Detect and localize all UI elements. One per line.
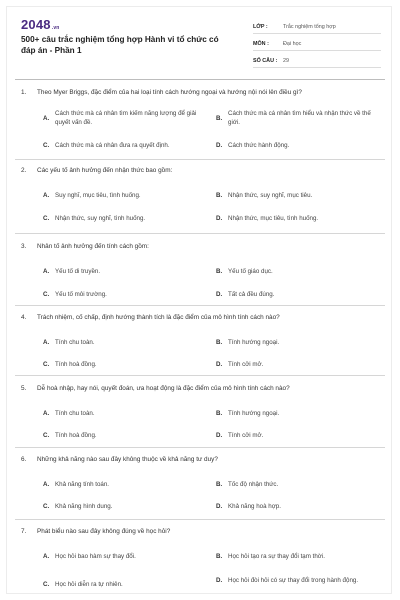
option-b[interactable] [216, 267, 381, 276]
option-letter: D. [216, 503, 223, 510]
question-number: 4. [21, 314, 27, 321]
option-letter: C. [43, 361, 50, 368]
option-letter: D. [216, 215, 223, 222]
option-text: Tính hoà đồng. [55, 361, 97, 368]
option-d[interactable] [216, 576, 381, 585]
option-letter: D. [216, 432, 223, 439]
option-a[interactable] [43, 109, 213, 127]
question-number: 6. [21, 456, 27, 463]
meta-key: MÔN : [253, 41, 269, 47]
question-text: Các yếu tố ảnh hưởng đến nhận thức bao gồm: [37, 167, 173, 174]
option-b[interactable] [216, 552, 381, 561]
option-letter: A. [43, 114, 50, 122]
option-text: Khả năng hoà hợp. [228, 503, 281, 510]
question-text: Trách nhiệm, cố chấp, định hướng thành tích là đặc điểm của mô hình tính cách nào? [37, 314, 280, 321]
question-text: Những khả năng nào sau đây không thuộc về khả năng tư duy? [37, 456, 218, 463]
option-text: Học hỏi diễn ra tự nhiên. [55, 581, 123, 588]
option-letter: C. [43, 503, 50, 510]
question-number: 3. [21, 243, 27, 250]
meta-value: Trắc nghiệm tổng hợp [283, 24, 336, 30]
option-text: Yếu tố môi trường. [55, 291, 107, 298]
option-b[interactable] [216, 480, 381, 489]
question-divider [15, 233, 385, 234]
option-a[interactable] [43, 480, 213, 489]
option-text: Học hỏi đòi hỏi có sự thay đổi trong hành động. [228, 577, 359, 584]
option-a[interactable] [43, 267, 213, 276]
option-text: Tính chu toàn. [55, 339, 95, 346]
logo-text: 2048 [21, 17, 51, 32]
option-a[interactable] [43, 191, 213, 200]
option-c[interactable] [43, 141, 213, 150]
question-divider [15, 159, 385, 160]
question-divider [15, 519, 385, 520]
option-c[interactable] [43, 431, 213, 440]
option-letter: A. [43, 192, 50, 199]
option-c[interactable] [43, 502, 213, 511]
site-logo[interactable] [21, 17, 60, 32]
question-stem [21, 167, 172, 174]
option-text: Tính hướng ngoại. [228, 410, 280, 417]
option-letter: D. [216, 577, 223, 584]
option-letter: D. [216, 142, 223, 149]
option-text: Cách thức mà cá nhân tìm kiếm năng lượng để giải quyết vấn đề. [55, 110, 197, 126]
option-letter: C. [43, 432, 50, 439]
option-letter: A. [43, 481, 50, 488]
question-stem [21, 385, 290, 392]
question-number: 1. [21, 89, 27, 96]
option-text: Cách thức mà cá nhân tìm hiểu và nhận thức về thế giới. [228, 110, 371, 126]
option-letter: D. [216, 361, 223, 368]
option-text: Suy nghĩ, mục tiêu, tình huống. [55, 192, 141, 199]
option-letter: A. [43, 268, 50, 275]
option-text: Học hỏi bao hàm sự thay đổi. [55, 553, 136, 560]
document-title: 500+ câu trắc nghiệm tổng hợp Hành vi tổ chức có đáp án - Phần 1 [21, 35, 219, 55]
question-number: 2. [21, 167, 27, 174]
option-d[interactable] [216, 214, 381, 223]
option-text: Yếu tố di truyền. [55, 268, 101, 275]
option-letter: C. [43, 581, 50, 588]
document-header [7, 7, 391, 77]
meta-row-count [253, 51, 381, 68]
option-letter: B. [216, 268, 223, 275]
option-d[interactable] [216, 141, 381, 150]
option-b[interactable] [216, 409, 381, 418]
meta-value: 29 [283, 58, 289, 64]
header-divider [15, 79, 385, 80]
question-stem [21, 528, 170, 535]
option-letter: B. [216, 114, 223, 122]
option-text: Yếu tố giáo dục. [228, 268, 273, 275]
option-b[interactable] [216, 338, 381, 347]
option-text: Tính cởi mở. [228, 432, 264, 439]
option-text: Tốc độ nhận thức. [228, 481, 279, 488]
document-page [6, 6, 392, 594]
option-b[interactable] [216, 191, 381, 200]
option-letter: B. [216, 339, 223, 346]
option-letter: A. [43, 339, 50, 346]
option-text: Khả năng hình dung. [55, 503, 113, 510]
option-letter: D. [216, 291, 223, 298]
meta-row-class [253, 17, 381, 34]
question-number: 5. [21, 385, 27, 392]
question-text: Dễ hoà nhập, hay nói, quyết đoán, ưa hoạt động là đặc điểm của mô hình tính cách nào? [37, 385, 290, 392]
question-divider [15, 447, 385, 448]
option-text: Tính hoà đồng. [55, 432, 97, 439]
option-letter: B. [216, 410, 223, 417]
option-c[interactable] [43, 580, 213, 589]
option-a[interactable] [43, 338, 213, 347]
option-letter: A. [43, 410, 50, 417]
option-c[interactable] [43, 290, 213, 299]
option-text: Cách thức hành động. [228, 142, 290, 149]
option-d[interactable] [216, 290, 381, 299]
question-divider [15, 305, 385, 306]
option-a[interactable] [43, 409, 213, 418]
question-stem [21, 243, 149, 250]
question-stem [21, 456, 218, 463]
option-text: Khả năng tính toán. [55, 481, 110, 488]
option-c[interactable] [43, 214, 213, 223]
meta-row-subject [253, 34, 381, 51]
question-text: Theo Myer Briggs, đặc điểm của hai loại tính cách hướng ngoại và hướng nội nói lên điều gì? [37, 89, 302, 96]
question-number: 7. [21, 528, 27, 535]
option-text: Tính hướng ngoại. [228, 339, 280, 346]
option-letter: A. [43, 553, 50, 560]
option-text: Nhận thức, mục tiêu, tình huống. [228, 215, 319, 222]
option-a[interactable] [43, 552, 213, 561]
question-text: Nhân tố ảnh hưởng đến tính cách gồm: [37, 243, 149, 250]
option-text: Học hỏi tạo ra sự thay đổi tạm thời. [228, 553, 325, 560]
question-stem [21, 89, 302, 96]
option-text: Tính cởi mở. [228, 361, 264, 368]
option-letter: C. [43, 291, 50, 298]
option-d[interactable] [216, 431, 381, 440]
logo-suffix: .vn [51, 25, 60, 31]
question-divider [15, 375, 385, 376]
option-text: Nhận thức, suy nghĩ, tình huống. [55, 215, 146, 222]
option-text: Nhận thức, suy nghĩ, mục tiêu. [228, 192, 313, 199]
option-letter: B. [216, 192, 223, 199]
option-letter: C. [43, 142, 50, 149]
question-stem [21, 314, 280, 321]
option-b[interactable] [216, 109, 381, 127]
meta-table [253, 17, 381, 68]
option-letter: B. [216, 481, 223, 488]
meta-key: SỐ CÂU : [253, 58, 278, 64]
meta-value: Đại học [283, 41, 302, 47]
option-text: Tất cả đều đúng. [228, 291, 275, 298]
option-letter: B. [216, 553, 223, 560]
meta-key: LỚP : [253, 24, 268, 30]
option-text: Tính chu toàn. [55, 410, 95, 417]
option-d[interactable] [216, 360, 381, 369]
option-d[interactable] [216, 502, 381, 511]
option-c[interactable] [43, 360, 213, 369]
option-letter: C. [43, 215, 50, 222]
question-text: Phát biểu nào sau đây không đúng về học hỏi? [37, 528, 171, 535]
option-text: Cách thức mà cá nhân đưa ra quyết định. [55, 142, 170, 149]
